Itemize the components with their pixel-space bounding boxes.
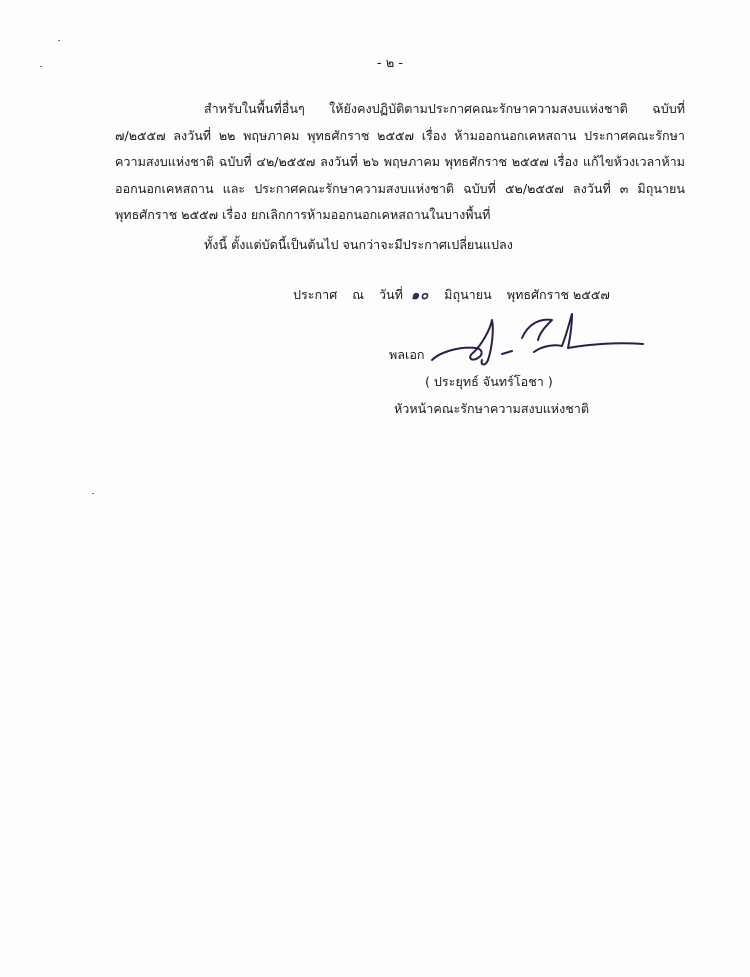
signer-position: หัวหน้าคณะรักษาความสงบแห่งชาติ (394, 401, 590, 416)
at-label: ณ (352, 287, 364, 302)
scan-speck (58, 40, 60, 41)
announce-label: ประกาศ (293, 287, 338, 302)
paragraph-effective: ทั้งนี้ ตั้งแต่บัดนี้เป็นต้นไป จนกว่าจะมีประกาศเปลี่ยนแปลง (204, 236, 513, 252)
scan-speck (92, 493, 94, 494)
announcement-date-line (293, 284, 621, 305)
handwritten-day: ๑๐ (410, 288, 430, 303)
month-label: มิถุนายน (444, 287, 492, 302)
date-label: วันที่ (378, 287, 403, 302)
year-label: พุทธศักราช ๒๕๕๗ (506, 287, 610, 302)
page-number: - ๒ - (376, 56, 404, 71)
signer-rank: พลเอก (389, 347, 425, 362)
body-text (115, 96, 685, 258)
scan-speck (40, 66, 42, 67)
signer-name: ( ประยุทธ์ จันทร์โอชา ) (425, 374, 553, 389)
paragraph-areas: สำหรับในพื้นที่อื่นๆ ให้ยังคงปฏิบัติตามประกาศคณะรักษาความสงบแห่งชาติ ฉบับที่ ๗/๒๕๕๗ ลงวันที่ ๒๒ พฤษภาคม พุทธศักราช ๒๕๕๗ เรื่อง ห้ามออกนอกเคหสถาน ประกาศคณะรักษาความสงบแห่งชาติ ฉบับที่ ๔๒/๒๕๕๗ ลงวันที่ ๒๖ พฤษภาคม พุทธศักราช ๒๕๕๗ เรื่อง แก้ไขห้วงเวลาห้ามออกนอกเคหสถาน และ ประกาศคณะรักษาความสงบแห่งชาติ ฉบับที่ ๕๒/๒๕๕๗ ลงวันที่ ๓ มิถุนายน พุทธศักราช ๒๕๕๗ เรื่อง ยกเลิกการห้ามออกนอกเคหสถานในบางพื้นที่ (115, 101, 685, 222)
handwritten-signature (430, 308, 645, 374)
